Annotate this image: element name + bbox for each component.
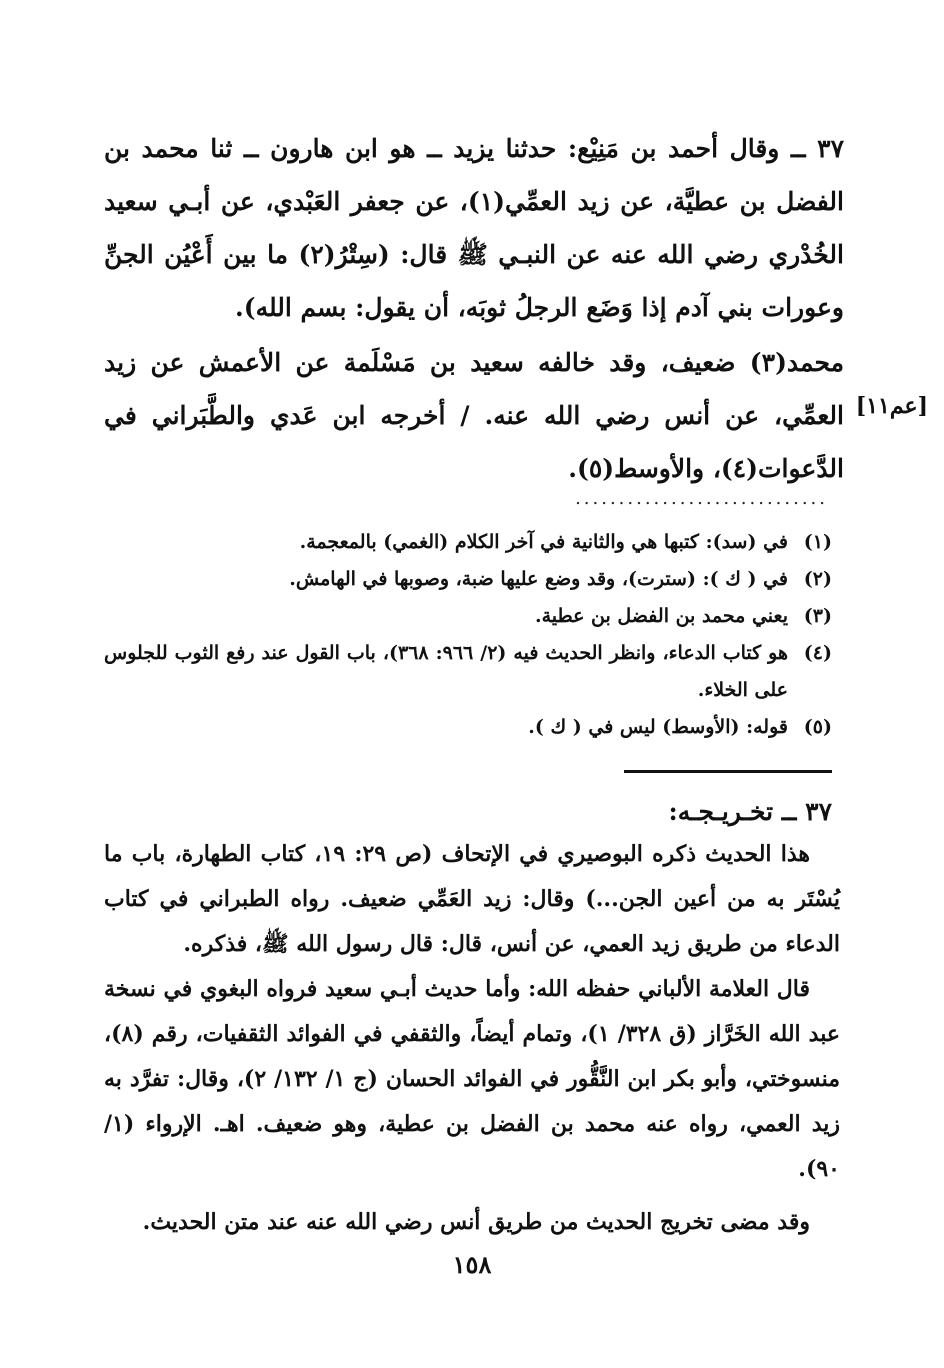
- footnotes: [104, 524, 832, 746]
- footnote-text: في (سد): كتبها هي والثانية في آخر الكلام (الغمي) بالمعجمة.: [299, 531, 788, 553]
- hadith-main-text: [104, 122, 844, 495]
- takhrij-paragraph: قال العلامة الألباني حفظه الله: وأما حديث أبـي سعيد فرواه البغوي في نسخة عبد الله الخَرَّاز (ق ٣٢٨/ ١)، وتمام أيضاً، والثقفي في الفوائد الثقفيات، رقم (٨)، منسوختي، وأبو بكر ابن النَّقُّور في الفوائد الحسان (ج ١/ ١٣٢/ ٢)، وقال: تفرَّد به زيد العمي، رواه عنه محمد بن الفضل بن عطية، وهو ضعيف. اهـ. الإرواء (١/ ٩٠).: [104, 976, 840, 1182]
- footnote-item: [104, 524, 832, 561]
- hadith-commentary-paragraph: محمد(٣) ضعيف، وقد خالفه سعيد بن مَسْلَمة عن الأعمش عن زيد العمِّي، عن أنس رضي الله عنه. / أخرجه ابن عَدي والطَّبَراني في الدَّعوات(٤)، والأوسط(٥).: [104, 348, 844, 483]
- footnote-text: هو كتاب الدعاء، وانظر الحديث فيه (٢/ ٩٦٦: ٣٦٨)، باب القول عند رفع الثوب للجلوس على الخلاء.: [104, 642, 789, 701]
- footnote-number: (٥): [803, 716, 832, 738]
- takhrij-heading: ٣٧ ــ تخـريـجـه:: [668, 797, 832, 826]
- hadith-paragraph: ٣٧ ــ وقال أحمد بن مَنِيْع: حدثنا يزيد ــ هو ابن هارون ــ ثنا محمد بن الفضل بن عطيَّة، عن زيد العمِّي(١)، عن جعفر العَبْدي، عن أبـي سعيد الخُدْري رضي الله عنه عن النبـي ﷺ قال: (سِتْرُ(٢) ما بين أَعْيُن الجنِّ وعورات بني آدم إذا وَضَع الرجلُ ثوبَه، أن يقول: بسم الله).: [104, 134, 844, 322]
- footnote-separator: .............................: [575, 488, 828, 508]
- page-number: ١٥٨: [452, 1250, 492, 1279]
- takhrij-section: [104, 832, 840, 1245]
- manuscript-margin-note: [عم١١]: [855, 393, 928, 419]
- footnote-number: (٣): [803, 605, 832, 627]
- takhrij-paragraph: هذا الحديث ذكره البوصيري في الإتحاف (ص ٢٩: ١٩، كتاب الطهارة، باب ما يُسْتَر به من أعين الجن...) وقال: زيد العَمِّي ضعيف. رواه الطبراني في كتاب الدعاء من طريق زيد العمي، عن أنس، قال: قال رسول الله ﷺ، فذكره.: [104, 841, 840, 957]
- footnote-number: (١): [803, 531, 832, 553]
- footnote-item: [104, 598, 832, 635]
- footnote-item: [104, 635, 832, 709]
- takhrij-paragraph: وقد مضى تخريج الحديث من طريق أنس رضي الله عنه عند متن الحديث.: [142, 1209, 810, 1235]
- footnote-item: [104, 709, 832, 746]
- footnote-text: يعني محمد بن الفضل بن عطية.: [534, 605, 788, 627]
- footnote-number: (٤): [803, 642, 832, 664]
- footnote-text: في ( ك ): (سترت)، وقد وضع عليها ضبة، وصوبها في الهامش.: [289, 568, 788, 590]
- section-divider: [624, 770, 832, 773]
- footnote-text: قوله: (الأوسط) ليس في ( ك ).: [528, 716, 788, 738]
- footnote-number: (٢): [803, 568, 832, 590]
- footnote-item: [104, 561, 832, 598]
